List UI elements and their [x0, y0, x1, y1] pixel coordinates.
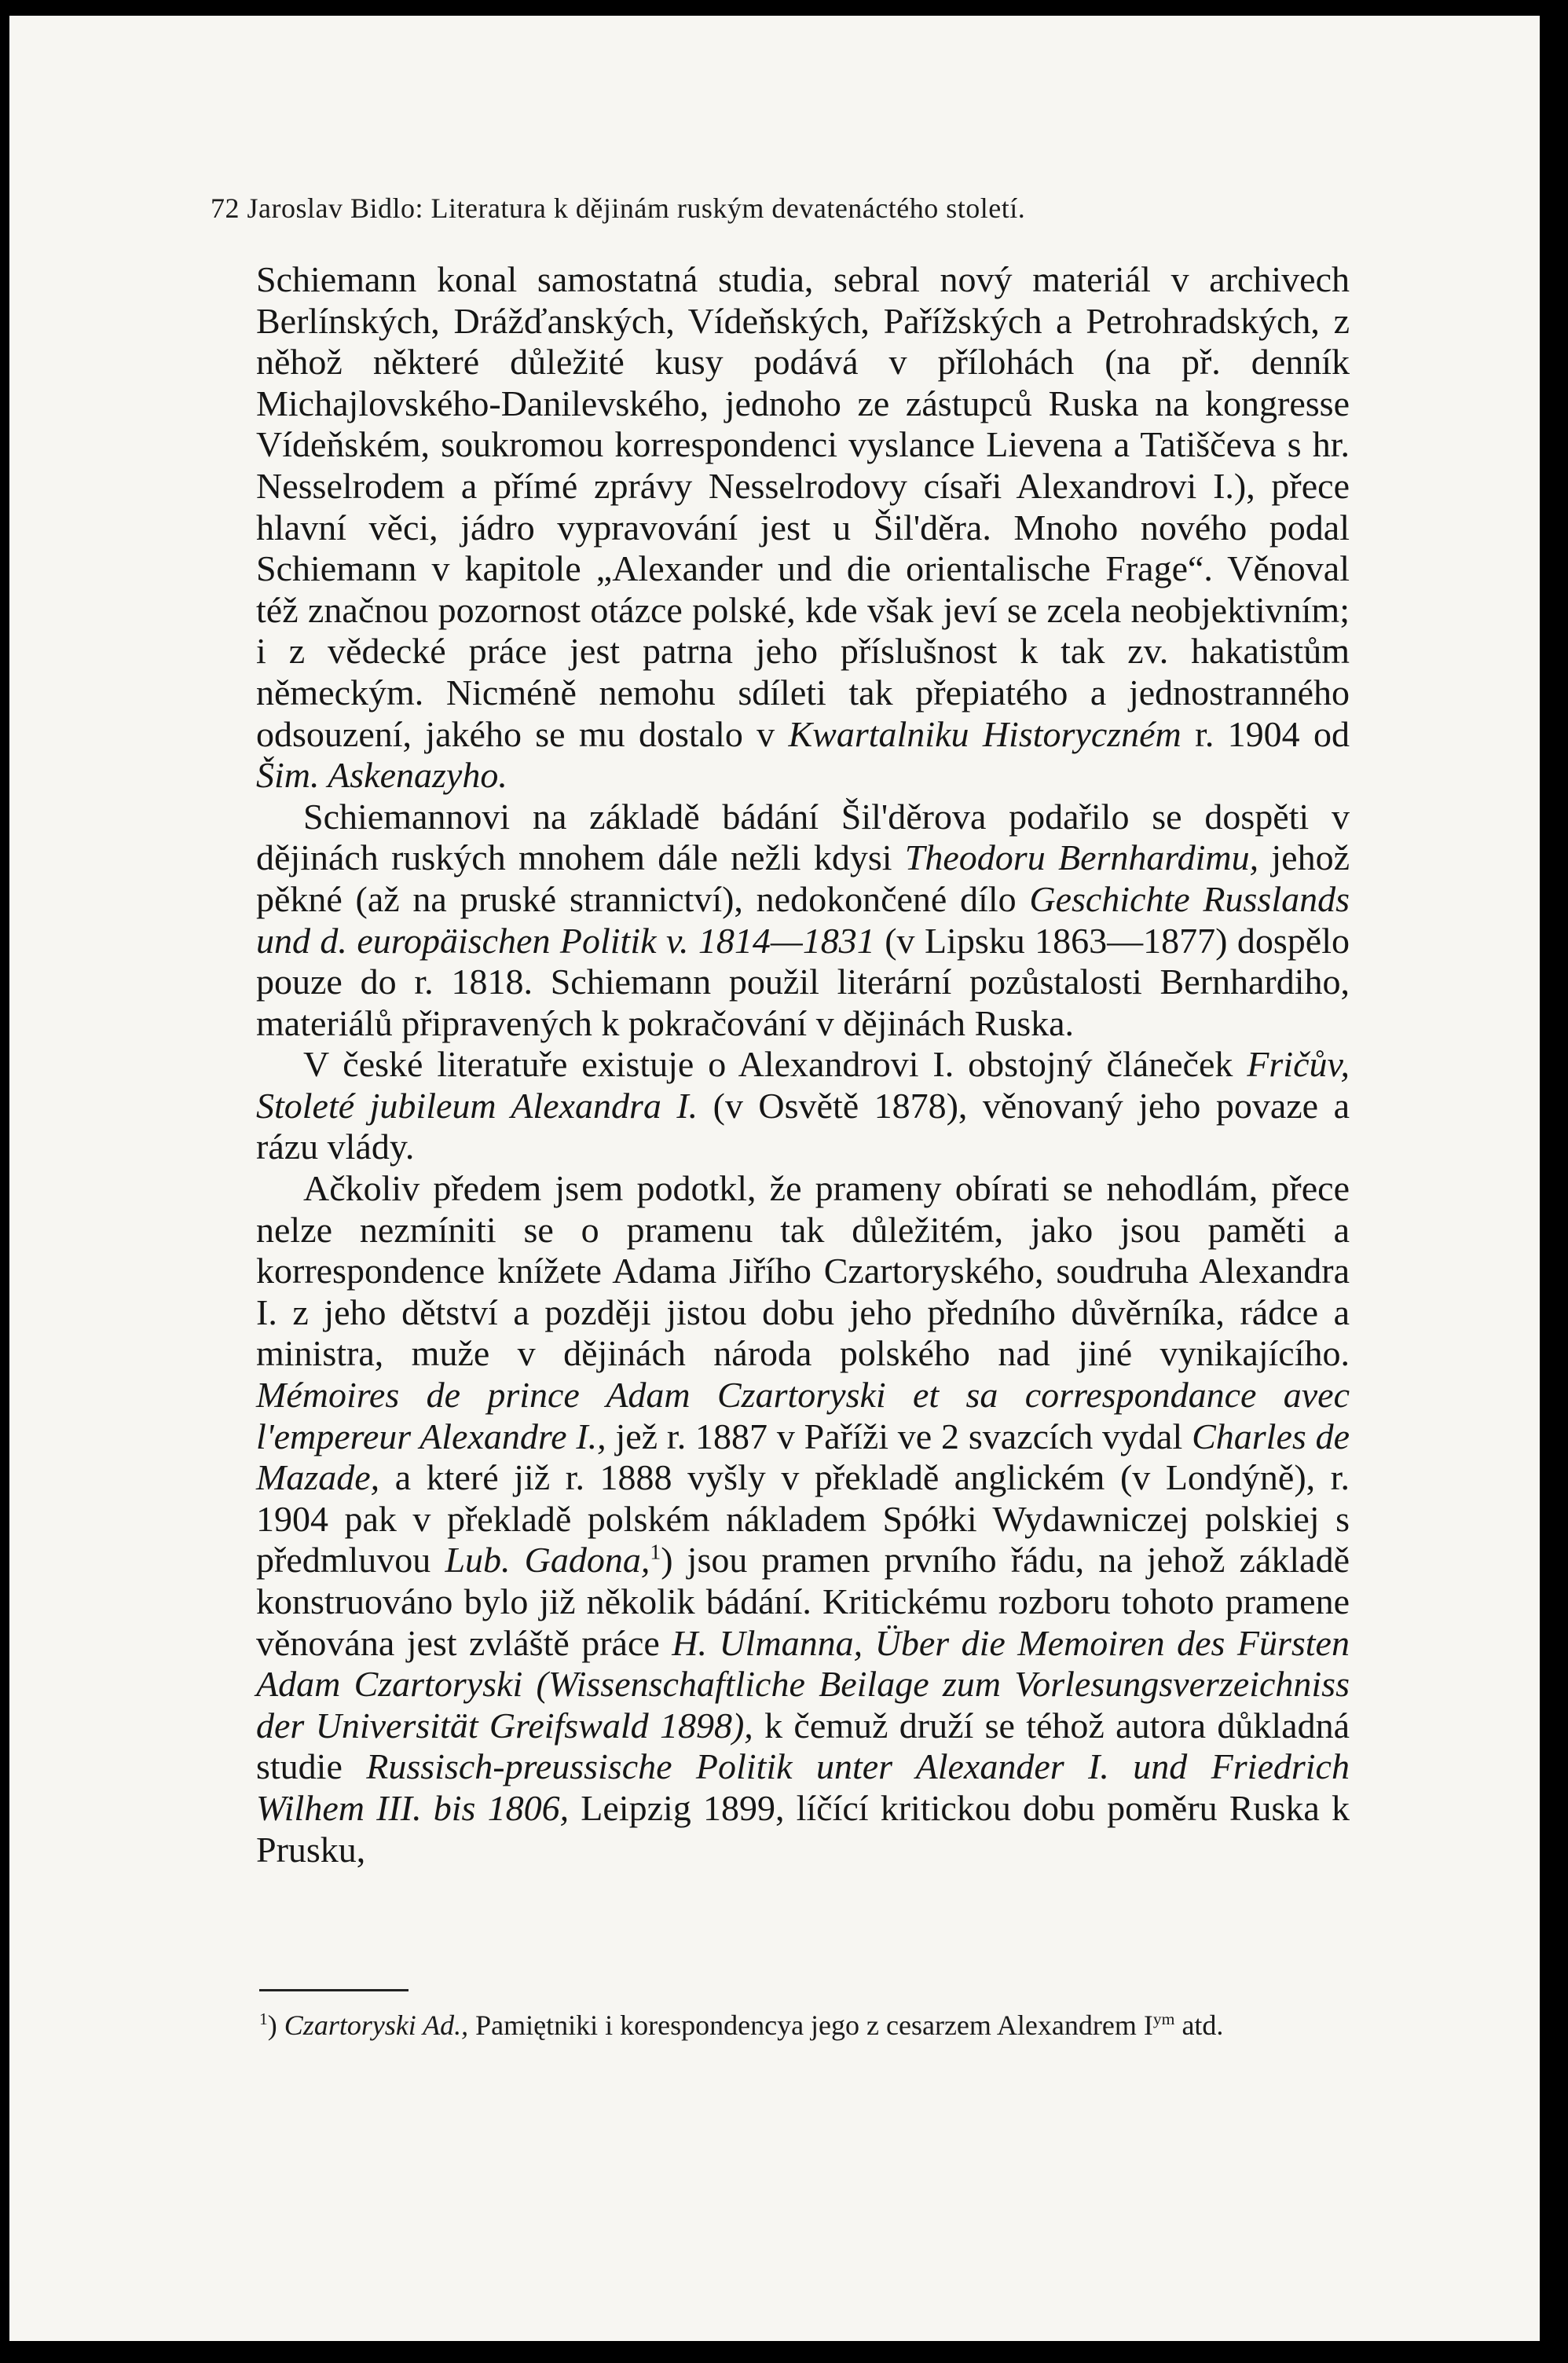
paragraph-3: V české literatuře existuje o Alexandrovi I. obstojný článeček Fričův, Stoleté jubileum Alexandra I. (v Osvětě 1878), věnovaný jeho povaze a rázu vlády.	[256, 1044, 1350, 1167]
footnote: $^1$) Czartoryski Ad., Pamiętniki i korespondencya jego z cesarzem Alexandrem $I^{ym}$ atd.	[259, 2009, 1224, 2041]
running-title: Jaroslav Bidlo: Literatura k dějinám ruským devatenáctého století.	[247, 192, 1026, 224]
running-header	[211, 192, 1310, 225]
footnote-marker: 1	[259, 2009, 268, 2028]
paragraph-1: Schiemann konal samostatná studia, sebral nový materiál v archivech Berlínských, Drážďanských, Vídeňských, Pařížských a Petrohradských, z něhož některé důležité kusy podává v přílohách (na př. denník Michajlovského-Danilevského, jednoho ze zástupců Ruska na kongresse Vídeňském, soukromou korrespondenci vyslance Lievena a Tatiščeva s hr. Nesselrodem a přímé zprávy Nesselrodovy císaři Alexandrovi I.), přece hlavní věci, jádro vypravování jest u Šil'děra. Mnoho nového podal Schiemann v kapitole „Alexander und die orientalische Frage“. Věnoval též značnou pozornost otázce polské, kde však jeví se zcela neobjektivním; i z vědecké práce jest patrna jeho příslušnost k tak zv. hakatistům německým. Nicméně nemohu sdíleti tak přepiatého a jednostranného odsouzení, jakého se mu dostalo v Kwartalniku Historyczném r. 1904 od Šim. Askenazyho.	[256, 259, 1350, 796]
footnote-reference: 1	[650, 1540, 661, 1565]
paragraph-2: Schiemannovi na základě bádání Šil'děrova podařilo se dospěti v dějinách ruských mnohem dále nežli kdysi Theodoru Bernhardimu, jehož pěkné (až na pruské strannictví), nedokončené dílo Geschichte Russlands und d. europäischen Politik v. 1814—1831 (v Lipsku 1863—1877) dospělo pouze do r. 1818. Schiemann použil literární pozůstalosti Bernhardiho, materiálů připravených k pokračování v dějinách Ruska.	[256, 796, 1350, 1043]
main-text	[256, 259, 1350, 1870]
paragraph-4: Ačkoliv předem jsem podotkl, že prameny obírati se nehodlám, přece nelze nezmíniti se o pramenu tak důležitém, jako jsou paměti a korrespondence knížete Adama Jiřího Czartoryského, soudruha Alexandra I. z jeho dětství a později jistou dobu jeho předního důvěrníka, rádce a ministra, muže v dějinách národa polského nad jiné vynikajícího. Mémoires de prince Adam Czartoryski et sa correspondance avec l'empereur Alexandre I., jež r. 1887 v Paříži ve 2 svazcích vydal Charles de Mazade, a které již r. 1888 vyšly v překladě anglickém (v Londýně), r. 1904 pak v překladě polském nákladem Spółki Wydawniczej polskiej s předmluvou Lub. Gadona,$^1$) jsou pramen prvního řádu, na jehož základě konstruováno bylo již několik bádání. Kritickému rozboru tohoto pramene věnována jest zvláště práce H. Ulmanna, Über die Memoiren des Fürsten Adam Czartoryski (Wissenschaftliche Beilage zum Vorlesungsverzeichniss der Universität Greifswald 1898), k čemuž druží se téhož autora důkladná studie Russisch-preussische Politik unter Alexander I. und Friedrich Wilhem III. bis 1806, Leipzig 1899, líčící kritickou dobu poměru Ruska k Prusku,	[256, 1168, 1350, 1870]
footnote-divider	[259, 1989, 408, 1991]
footnote-author: Czartoryski Ad.,	[284, 2009, 469, 2041]
page-number: 72	[211, 192, 240, 224]
scan-border	[1540, 0, 1568, 2363]
